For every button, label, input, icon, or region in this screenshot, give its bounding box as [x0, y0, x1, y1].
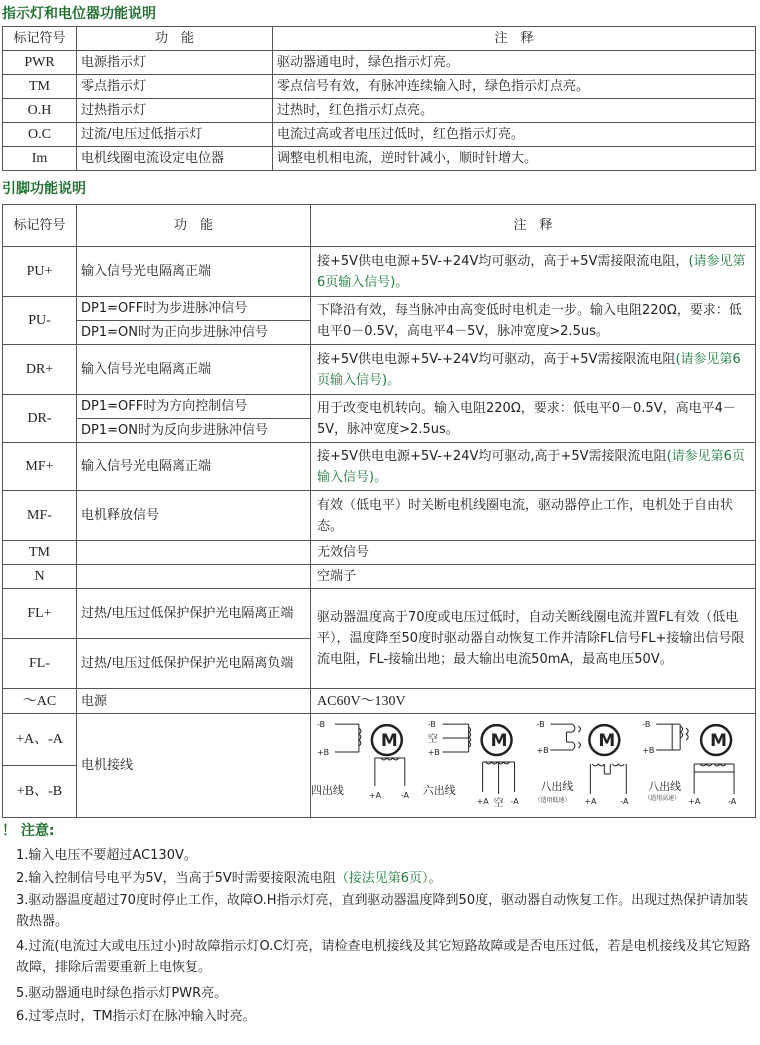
pin-note — [311, 345, 756, 395]
pin-note-text: 接+5V供电电源+5V-+24V均可驱动，高于+5V需接限流电阻， — [317, 253, 689, 269]
pin-code: FL+ — [3, 589, 77, 639]
header-note: 注 释 — [311, 205, 756, 247]
label-plus-b: +B — [427, 748, 440, 758]
pin-code: ～AC — [3, 689, 77, 714]
diagram-name: 六出线 — [422, 783, 456, 797]
pin-code: PU- — [3, 297, 77, 345]
pin-function: 输入信号光电隔离正端 — [77, 443, 311, 491]
label-minus-b: -B — [642, 720, 651, 730]
table-row — [3, 345, 756, 395]
label-plus-a: +A — [368, 790, 382, 800]
pin-code: FL- — [3, 639, 77, 689]
wiring-diagram-svg — [311, 714, 755, 810]
label-plus-b: +B — [316, 748, 330, 758]
note-text: 驱动器温度超过70度时停止工作，故障O.H指示灯亮，直到驱动器温度降到50度，驱动器自动恢复工作。出现过热保护请加装散热器。 — [16, 893, 749, 929]
diagram-name: 四出线 — [311, 783, 344, 797]
label-minus-b: -B — [536, 720, 545, 730]
note-number: 1. — [16, 848, 29, 863]
pin-note — [311, 443, 756, 491]
note-text: 过零点时，TM指示灯在脉冲输入时亮。 — [28, 1009, 256, 1024]
pin-code: +B、-B — [3, 766, 77, 818]
table-row — [3, 247, 756, 297]
label-plus-a: +A — [688, 796, 701, 806]
row-code: Im — [3, 147, 77, 171]
header-function: 功 能 — [77, 205, 311, 247]
pin-code: MF- — [3, 491, 77, 541]
list-item — [16, 867, 760, 890]
pin-note: 下降沿有效，每当脉冲由高变低时电机走一步。输入电阻220Ω，要求：低电平0－0.5V，高电平4－5V，脉冲宽度>2.5us。 — [311, 297, 756, 345]
row-function: 零点指示灯 — [77, 75, 273, 99]
table-row — [3, 565, 756, 589]
note-link: （接法见第6页）。 — [335, 871, 442, 886]
pin-function: 电源 — [77, 689, 311, 714]
note-text: 输入电压不要超过AC130V。 — [28, 848, 197, 863]
note-number: 3. — [16, 893, 29, 908]
note-number: 6. — [16, 1009, 29, 1024]
notes-title: 注意: — [20, 823, 55, 839]
row-note: 过热时，红色指示灯点亮。 — [273, 99, 756, 123]
table-row — [3, 99, 756, 123]
row-function: 电机线圈电流设定电位器 — [77, 147, 273, 171]
table-row — [3, 541, 756, 565]
warning-icon: ！ — [2, 823, 16, 839]
pin-note: 用于改变电机转向。输入电阻220Ω，要求：低电平0－0.5V，高电平4－5V，脉冲宽度>2.5us。 — [311, 395, 756, 443]
table-row — [3, 714, 756, 766]
pin-function — [77, 565, 311, 589]
table-row — [3, 589, 756, 639]
diagram-name: 八出线 — [648, 779, 682, 793]
pin-code: DR- — [3, 395, 77, 443]
table-row — [3, 51, 756, 75]
row-code: PWR — [3, 51, 77, 75]
note-text: 输入控制信号电平为5V，当高于5V时需要接限流电阻 — [28, 871, 336, 886]
pin-function: DP1=OFF时为方向控制信号 — [77, 395, 311, 419]
table-row — [3, 689, 756, 714]
table-header-row — [3, 27, 756, 51]
table-row — [3, 443, 756, 491]
pin-code: MF+ — [3, 443, 77, 491]
note-text: 驱动器通电时绿色指示灯PWR亮。 — [28, 986, 228, 1001]
label-plus-a: +A — [476, 796, 489, 806]
pin-note: 驱动器温度高于70度或电压过低时，自动关断线圈电流并置FL有效（低电平），温度降至50度时驱动器自动恢复工作并清除FL信号FL+接输出信号限流电阻，FL-接输出地；最大输出电流50mA，最高电压50V。 — [311, 589, 756, 689]
row-note: 驱动器通电时，绿色指示灯亮。 — [273, 51, 756, 75]
table-row — [3, 395, 756, 419]
row-note: 调整电机相电流，逆时针减小，顺时针增大。 — [273, 147, 756, 171]
notes-section — [0, 820, 760, 1028]
label-empty: 空 — [427, 734, 438, 746]
note-number: 5. — [16, 986, 29, 1001]
diagram-subtitle: （适用低速） — [534, 796, 571, 804]
header-note: 注 释 — [273, 27, 756, 51]
list-item — [16, 936, 760, 978]
row-code: O.C — [3, 123, 77, 147]
pin-function: 电机接线 — [77, 714, 311, 818]
label-minus-a: -A — [620, 796, 629, 806]
table-row — [3, 147, 756, 171]
header-function: 功 能 — [77, 27, 273, 51]
table-row — [3, 491, 756, 541]
pin-note: 无效信号 — [311, 541, 756, 565]
pin-note-text: 接+5V供电电源+5V-+24V均可驱动,高于+5V需接限流电阻 — [317, 448, 667, 464]
pin-function: 输入信号光电隔离正端 — [77, 247, 311, 297]
header-code: 标记符号 — [3, 205, 77, 247]
note-text: 过流(电流过大或电压过小)时故障指示灯O.C灯亮，请检查电机接线及其它短路故障或是否电压过低，若是电机接线及其它短路故障，排除后需要重新上电恢复。 — [16, 939, 751, 975]
pin-note-link: (请参见第6页输入信号)。 — [317, 253, 746, 290]
motor-label: M — [490, 730, 508, 751]
pin-function: DP1=OFF时为步进脉冲信号 — [77, 297, 311, 321]
label-minus-a: -A — [510, 796, 519, 806]
table-row — [3, 75, 756, 99]
note-number: 4. — [16, 939, 29, 954]
motor-label: M — [710, 730, 727, 751]
table-row — [3, 123, 756, 147]
label-minus-b: -B — [316, 720, 326, 730]
notes-heading — [2, 820, 760, 840]
pin-function: 过热/电压过低保护保护光电隔离负端 — [77, 639, 311, 689]
note-number: 2. — [16, 871, 29, 886]
row-function: 电源指示灯 — [77, 51, 273, 75]
label-plus-a: +A — [584, 796, 597, 806]
label-minus-a: -A — [728, 796, 737, 806]
list-item — [16, 1005, 760, 1028]
label-plus-b: +B — [642, 746, 655, 756]
label-minus-b: -B — [427, 720, 436, 730]
section2-title: 引脚功能说明 — [2, 181, 86, 197]
pin-note — [311, 247, 756, 297]
pin-note-text: 接+5V供电电源+5V-+24V均可驱动，高于+5V需接限流电阻 — [317, 351, 676, 367]
row-code: TM — [3, 75, 77, 99]
row-note: 零点信号有效，有脉冲连续输入时，绿色指示灯点亮。 — [273, 75, 756, 99]
header-code: 标记符号 — [3, 27, 77, 51]
diagram-subtitle: （适用高速） — [644, 794, 681, 802]
notes-list — [0, 844, 760, 1028]
pin-note: 有效（低电平）时关断电机线圈电流，驱动器停止工作，电机处于自由状态。 — [311, 491, 756, 541]
table-row — [3, 297, 756, 321]
table-header-row — [3, 205, 756, 247]
label-empty: 空 — [493, 797, 504, 809]
pin-function: DP1=ON时为正向步进脉冲信号 — [77, 321, 311, 345]
pin-note: 空端子 — [311, 565, 756, 589]
pin-note-link: (请参见第6页输入信号)。 — [317, 448, 745, 485]
pin-code: N — [3, 565, 77, 589]
pin-function: 过热/电压过低保护保护光电隔离正端 — [77, 589, 311, 639]
pin-code: +A、-A — [3, 714, 77, 766]
indicator-table — [2, 26, 756, 171]
pin-function: DP1=ON时为反向步进脉冲信号 — [77, 419, 311, 443]
row-note: 电流过高或者电压过低时，红色指示灯亮。 — [273, 123, 756, 147]
section1-title: 指示灯和电位器功能说明 — [2, 6, 156, 22]
wiring-diagrams — [311, 714, 756, 818]
pin-code: PU+ — [3, 247, 77, 297]
row-function: 过流/电压过低指示灯 — [77, 123, 273, 147]
row-code: O.H — [3, 99, 77, 123]
pin-function — [77, 541, 311, 565]
list-item — [16, 982, 760, 1005]
diagram-name: 八出线 — [540, 779, 574, 793]
pin-function: 输入信号光电隔离正端 — [77, 345, 311, 395]
pin-table — [2, 204, 756, 818]
list-item — [16, 844, 760, 867]
list-item — [16, 890, 760, 932]
pin-function: 电机释放信号 — [77, 491, 311, 541]
label-plus-b: +B — [536, 746, 549, 756]
motor-label: M — [598, 730, 616, 751]
pin-code: DR+ — [3, 345, 77, 395]
pin-note: AC60V～130V — [311, 689, 756, 714]
row-function: 过热指示灯 — [77, 99, 273, 123]
pin-code: TM — [3, 541, 77, 565]
motor-label: M — [380, 730, 398, 751]
label-minus-a: -A — [400, 790, 409, 800]
pin-note-link: (请参见第6页输入信号)。 — [317, 351, 741, 388]
